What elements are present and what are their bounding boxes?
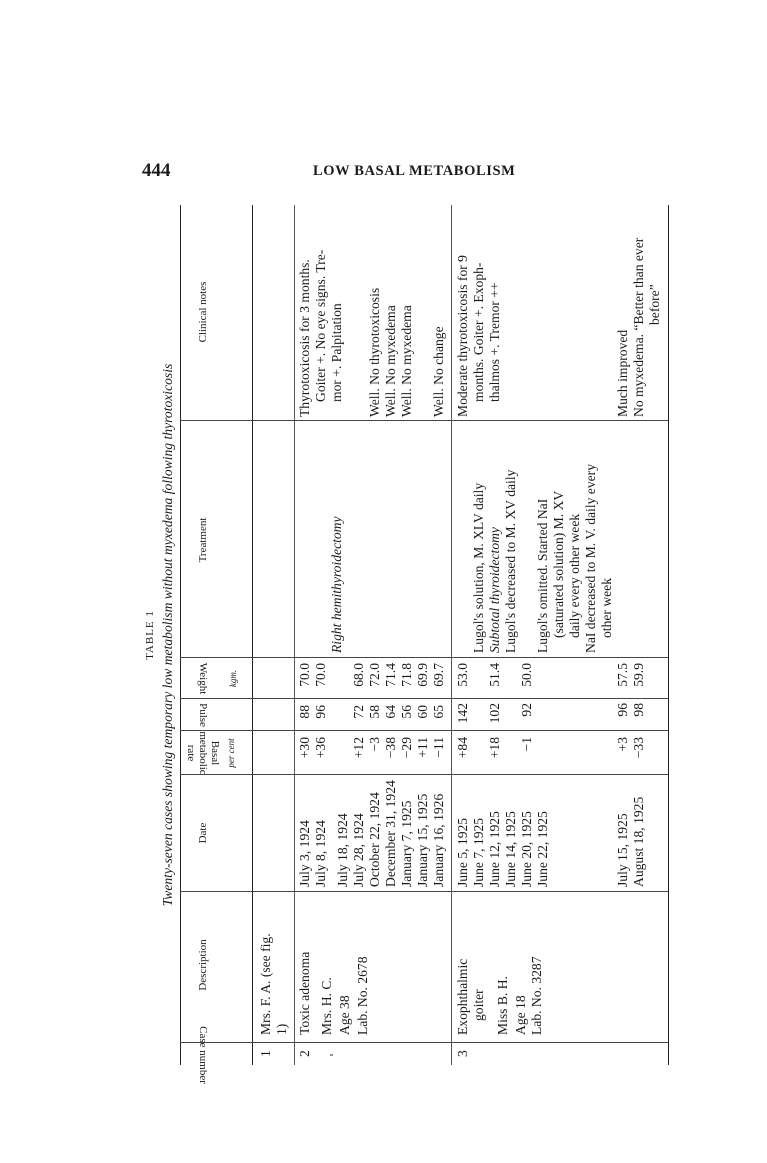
bmr-cell: −38 xyxy=(383,737,398,759)
weight-cell: 71.4 xyxy=(383,663,398,687)
date-cell: January 7, 1925 xyxy=(399,800,414,887)
treatment-cell: Right hemithyroidectomy xyxy=(329,516,344,653)
case-number: 3 xyxy=(455,1050,470,1057)
scan-speck xyxy=(330,1054,333,1056)
weight-cell: 68.0 xyxy=(351,663,366,687)
col-header-pulse: Pulse xyxy=(197,703,209,727)
notes-cell: No myxedema. “Better than ever xyxy=(631,237,646,417)
bmr-cell: −11 xyxy=(431,737,446,758)
pulse-cell: 58 xyxy=(367,705,382,719)
case-separator xyxy=(451,205,452,1065)
col-header-treatment: Treatment xyxy=(197,517,209,563)
notes-cell: Well. No thyrotoxicosis xyxy=(367,287,382,417)
weight-cell: 69.7 xyxy=(431,663,446,687)
weight-cell: 51.4 xyxy=(487,663,502,687)
date-cell: June 14, 1925 xyxy=(503,811,518,887)
rotated-table xyxy=(140,205,670,1084)
table-bottom-rule xyxy=(668,205,669,1065)
date-cell: October 22, 1924 xyxy=(367,792,382,887)
pulse-cell: 92 xyxy=(519,703,534,717)
col-sep xyxy=(180,420,668,421)
table-label: TABLE 1 xyxy=(144,610,156,660)
weight-cell: 50.0 xyxy=(519,663,534,687)
weight-unit: kgm. xyxy=(228,669,238,688)
pulse-cell: 56 xyxy=(399,705,414,719)
col-header-bmr: Basal metabolic rate xyxy=(185,731,221,775)
notes-cell: Goiter +. No eye signs. Tre- xyxy=(313,249,328,402)
pulse-cell: 60 xyxy=(415,705,430,719)
col-header-weight: Weight xyxy=(197,662,209,695)
date-cell: June 5, 1925 xyxy=(455,817,470,887)
table-title: Twenty-seven cases showing temporary low metabolism without myxedema following thyrotoxicosis xyxy=(160,363,175,907)
notes-cell: before” xyxy=(647,284,662,325)
case-description-line: Exophthalmic xyxy=(455,958,470,1035)
col-header-date: Date xyxy=(197,822,209,844)
treatment-cell: Lugol's decreased to M. XV daily xyxy=(503,469,518,653)
bmr-cell: +12 xyxy=(351,737,366,759)
treatment-cell: (saturated solution) M. XV xyxy=(551,490,566,638)
page-header xyxy=(0,160,767,184)
case-separator xyxy=(294,205,295,1065)
pulse-cell: 102 xyxy=(487,703,502,724)
case-description: Mrs. F. A. (see fig. 1) xyxy=(258,933,289,1035)
pulse-cell: 96 xyxy=(313,705,328,719)
bmr-cell: +36 xyxy=(313,737,328,759)
treatment-cell: Lugol's solution, M. XLV daily xyxy=(471,482,486,653)
case-description-line: Lab. No. 3287 xyxy=(529,956,544,1035)
date-cell: July 18, 1924 xyxy=(335,813,350,887)
weight-cell: 69.9 xyxy=(415,663,430,687)
date-cell: August 18, 1925 xyxy=(631,796,646,887)
date-cell: June 7, 1925 xyxy=(471,817,486,887)
notes-cell: mor +. Palpitation xyxy=(329,303,344,402)
date-cell: July 8, 1924 xyxy=(313,820,328,887)
pulse-cell: 72 xyxy=(351,705,366,719)
case-description-line: Miss B. H. xyxy=(495,976,510,1035)
col-header-clinical-notes: Clinical notes xyxy=(197,281,209,343)
date-cell: December 31, 1924 xyxy=(383,780,398,887)
date-cell: June 12, 1925 xyxy=(487,811,502,887)
pulse-cell: 142 xyxy=(455,703,470,724)
bmr-cell: −29 xyxy=(399,737,414,759)
notes-cell: months. Goiter +. Exoph- xyxy=(471,262,486,402)
notes-cell: Well. No myxedema xyxy=(399,305,414,417)
weight-cell: 70.0 xyxy=(313,663,328,687)
weight-cell: 57.5 xyxy=(615,663,630,687)
notes-cell: Well. No myxedema xyxy=(383,305,398,417)
table-top-rule xyxy=(180,205,181,1065)
bmr-cell: +3 xyxy=(615,737,630,752)
bmr-cell: +11 xyxy=(415,737,430,758)
date-cell: July 15, 1925 xyxy=(615,813,630,887)
running-title: LOW BASAL METABOLISM xyxy=(313,163,516,179)
weight-cell: 72.0 xyxy=(367,663,382,687)
date-cell: July 28, 1924 xyxy=(351,813,366,887)
bmr-cell: −1 xyxy=(519,737,534,752)
weight-cell: 59.9 xyxy=(631,663,646,687)
case-description-line: Mrs. H. C. xyxy=(319,977,334,1035)
case-description-line: Age 38 xyxy=(337,995,352,1035)
header-bottom-rule xyxy=(252,205,253,1065)
pulse-cell: 88 xyxy=(297,705,312,719)
pulse-cell: 64 xyxy=(383,705,398,719)
date-cell: January 16, 1926 xyxy=(431,793,446,887)
notes-cell: Well. No change xyxy=(431,326,446,417)
pulse-cell: 98 xyxy=(631,703,646,717)
notes-cell: Thyrotoxicosis for 3 months. xyxy=(297,259,312,417)
pulse-cell: 96 xyxy=(615,703,630,717)
bmr-cell: +84 xyxy=(455,737,470,759)
page-number: 444 xyxy=(142,160,171,181)
weight-cell: 53.0 xyxy=(455,663,470,687)
case-description-line: goiter xyxy=(471,989,486,1021)
case-number: 2 xyxy=(297,1050,312,1057)
case-description-line: Lab. No. 2678 xyxy=(355,956,370,1035)
date-cell: June 22, 1925 xyxy=(535,811,550,887)
bmr-cell: +30 xyxy=(297,737,312,759)
treatment-cell: daily every other week xyxy=(567,513,582,638)
weight-cell: 70.0 xyxy=(297,663,312,687)
treatment-cell: other week xyxy=(599,577,614,638)
pulse-cell: 65 xyxy=(431,705,446,719)
treatment-cell: Subtotal thyroidectomy xyxy=(487,527,502,653)
weight-cell: 71.8 xyxy=(399,663,414,687)
col-sep xyxy=(180,1042,668,1043)
case-number: 1 xyxy=(258,1050,273,1057)
date-cell: June 20, 1925 xyxy=(519,811,534,887)
bmr-cell: −33 xyxy=(631,737,646,759)
col-header-case-number: Case number xyxy=(197,1026,209,1084)
col-sep xyxy=(180,891,668,892)
bmr-cell: −3 xyxy=(367,737,382,752)
treatment-cell: Lugol's omitted. Started NaI xyxy=(535,498,550,653)
case-description-line: Age 18 xyxy=(513,995,528,1035)
notes-cell: Moderate thyrotoxicosis for 9 xyxy=(455,255,470,417)
case-description-line: Toxic adenoma xyxy=(297,951,312,1035)
notes-cell: thalmos +. Tremor ++ xyxy=(487,282,502,402)
bmr-cell: +18 xyxy=(487,737,502,759)
notes-cell: Much improved xyxy=(615,329,630,417)
bmr-unit: per cent xyxy=(226,738,236,768)
col-header-description: Description xyxy=(197,939,209,991)
col-sep xyxy=(180,657,668,658)
date-cell: January 15, 1925 xyxy=(415,793,430,887)
date-cell: July 3, 1924 xyxy=(297,820,312,887)
treatment-cell: NaI decreased to M. V. daily every xyxy=(583,464,598,653)
